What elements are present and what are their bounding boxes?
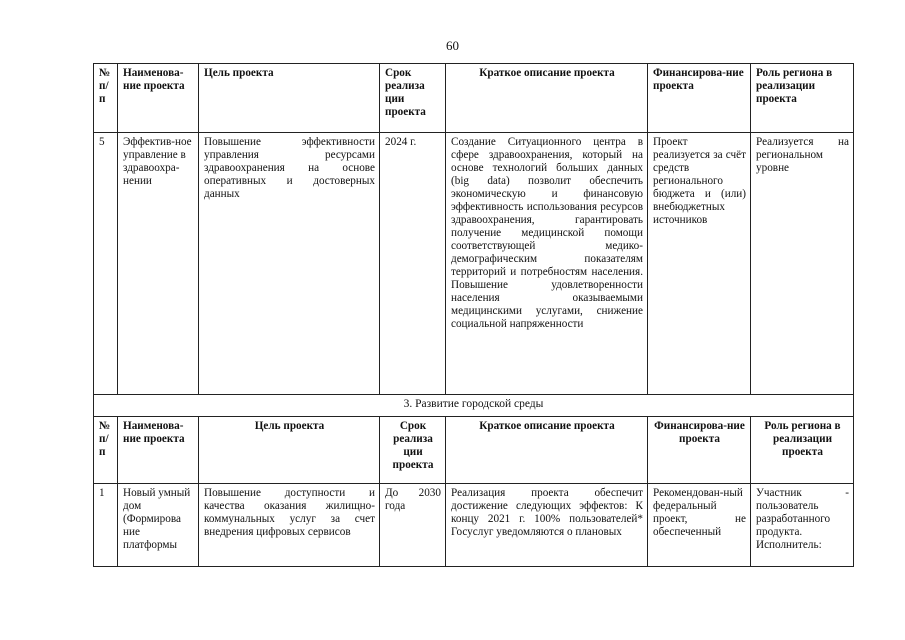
cell-project-description: Реализация проекта обеспечит достижение следующих эффектов: К концу 2021 г. 100% пользователей* Госуслуг уведомляются о плановых xyxy=(446,484,648,567)
header-number: № п/п xyxy=(94,417,118,484)
cell-project-goal: Повышение доступности и качества оказания жилищно-коммунальных услуг за счет внедрения цифровых сервисов xyxy=(199,484,380,567)
header-project-goal: Цель проекта xyxy=(199,417,380,484)
section-title: 3. Развитие городской среды xyxy=(94,395,854,417)
header-region-role: Роль региона в реализации проекта xyxy=(751,417,854,484)
cell-project-term: До 2030 года xyxy=(380,484,446,567)
header-project-description: Краткое описание проекта xyxy=(446,64,648,133)
cell-project-financing: Проект реализуется за счёт средств регионального бюджета и (или) внебюджетных источников xyxy=(648,133,751,395)
cell-region-role: Реализуется на региональном уровне xyxy=(751,133,854,395)
cell-project-goal: Повышение эффективности управления ресурсами здравоохранения на основе оперативных и достоверных данных xyxy=(199,133,380,395)
table-header-row xyxy=(94,64,854,133)
header-project-name: Наименова-ние проекта xyxy=(118,417,199,484)
cell-project-description: Создание Ситуационного центра в сфере здравоохранения, который на основе технологий больших данных (big data) позволит обеспечить экономическую и финансовую эффективность использования ресурсов здравоохранения, гарантировать получение медицинской помощи соответствующей медико-демографическим показателям территорий и потребностям населения. Повышение удовлетворенности населения оказываемыми медицинскими услугами, снижение социальной напряженности xyxy=(446,133,648,395)
table-row xyxy=(94,133,854,395)
table-header-row xyxy=(94,417,854,484)
section-row xyxy=(94,395,854,417)
header-project-term: Срок реализа ции проекта xyxy=(380,417,446,484)
cell-number: 5 xyxy=(94,133,118,395)
cell-project-term: 2024 г. xyxy=(380,133,446,395)
header-project-goal: Цель проекта xyxy=(199,64,380,133)
cell-project-name: Новый умный дом (Формирова ние платформы xyxy=(118,484,199,567)
cell-region-role: Участник - пользователь разработанного продукта. Исполнитель: xyxy=(751,484,854,567)
page-number: 60 xyxy=(446,38,459,53)
header-project-financing: Финансирова-ние проекта xyxy=(648,64,751,133)
header-project-term: Срок реализа ции проекта xyxy=(380,64,446,133)
table-row xyxy=(94,484,854,567)
header-project-financing: Финансирова-ние проекта xyxy=(648,417,751,484)
header-project-description: Краткое описание проекта xyxy=(446,417,648,484)
cell-number: 1 xyxy=(94,484,118,567)
cell-project-name: Эффектив-ное управление в здравоохра-нении xyxy=(118,133,199,395)
projects-table xyxy=(93,63,854,567)
header-number: № п/п xyxy=(94,64,118,133)
header-project-name: Наименова-ние проекта xyxy=(118,64,199,133)
cell-project-financing: Рекомендован-ный федеральный проект, не обеспеченный xyxy=(648,484,751,567)
header-region-role: Роль региона в реализации проекта xyxy=(751,64,854,133)
